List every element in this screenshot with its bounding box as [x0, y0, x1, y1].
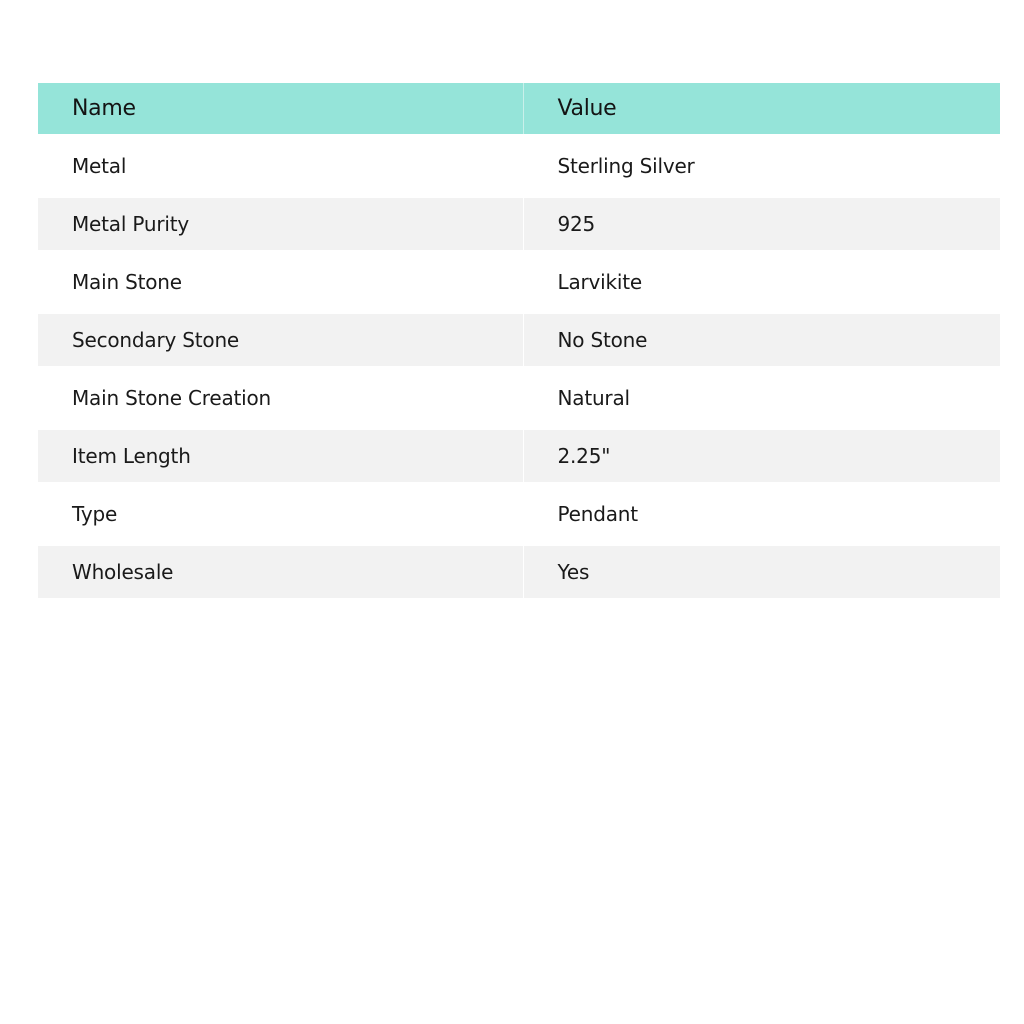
table-row — [38, 546, 1000, 598]
row-value-cell: Larvikite — [523, 250, 1000, 314]
table-row — [38, 250, 1000, 314]
table-row — [38, 482, 1000, 546]
table-row — [38, 430, 1000, 482]
row-value-cell: 2.25" — [523, 430, 1000, 482]
row-value-cell: 925 — [523, 198, 1000, 250]
row-name-cell: Metal Purity — [38, 198, 523, 250]
table-row — [38, 314, 1000, 366]
spec-table — [38, 83, 1000, 598]
row-name-cell: Main Stone — [38, 250, 523, 314]
table-header-row — [38, 83, 1000, 134]
table-row — [38, 366, 1000, 430]
row-name-cell: Wholesale — [38, 546, 523, 598]
column-header-value: Value — [523, 83, 1000, 134]
row-name-cell: Item Length — [38, 430, 523, 482]
row-name-cell: Secondary Stone — [38, 314, 523, 366]
row-value-cell: Yes — [523, 546, 1000, 598]
row-value-cell: Natural — [523, 366, 1000, 430]
row-value-cell: No Stone — [523, 314, 1000, 366]
table-row — [38, 198, 1000, 250]
row-name-cell: Type — [38, 482, 523, 546]
column-header-name: Name — [38, 83, 523, 134]
row-name-cell: Main Stone Creation — [38, 366, 523, 430]
row-name-cell: Metal — [38, 134, 523, 198]
row-value-cell: Sterling Silver — [523, 134, 1000, 198]
row-value-cell: Pendant — [523, 482, 1000, 546]
table-row — [38, 134, 1000, 198]
